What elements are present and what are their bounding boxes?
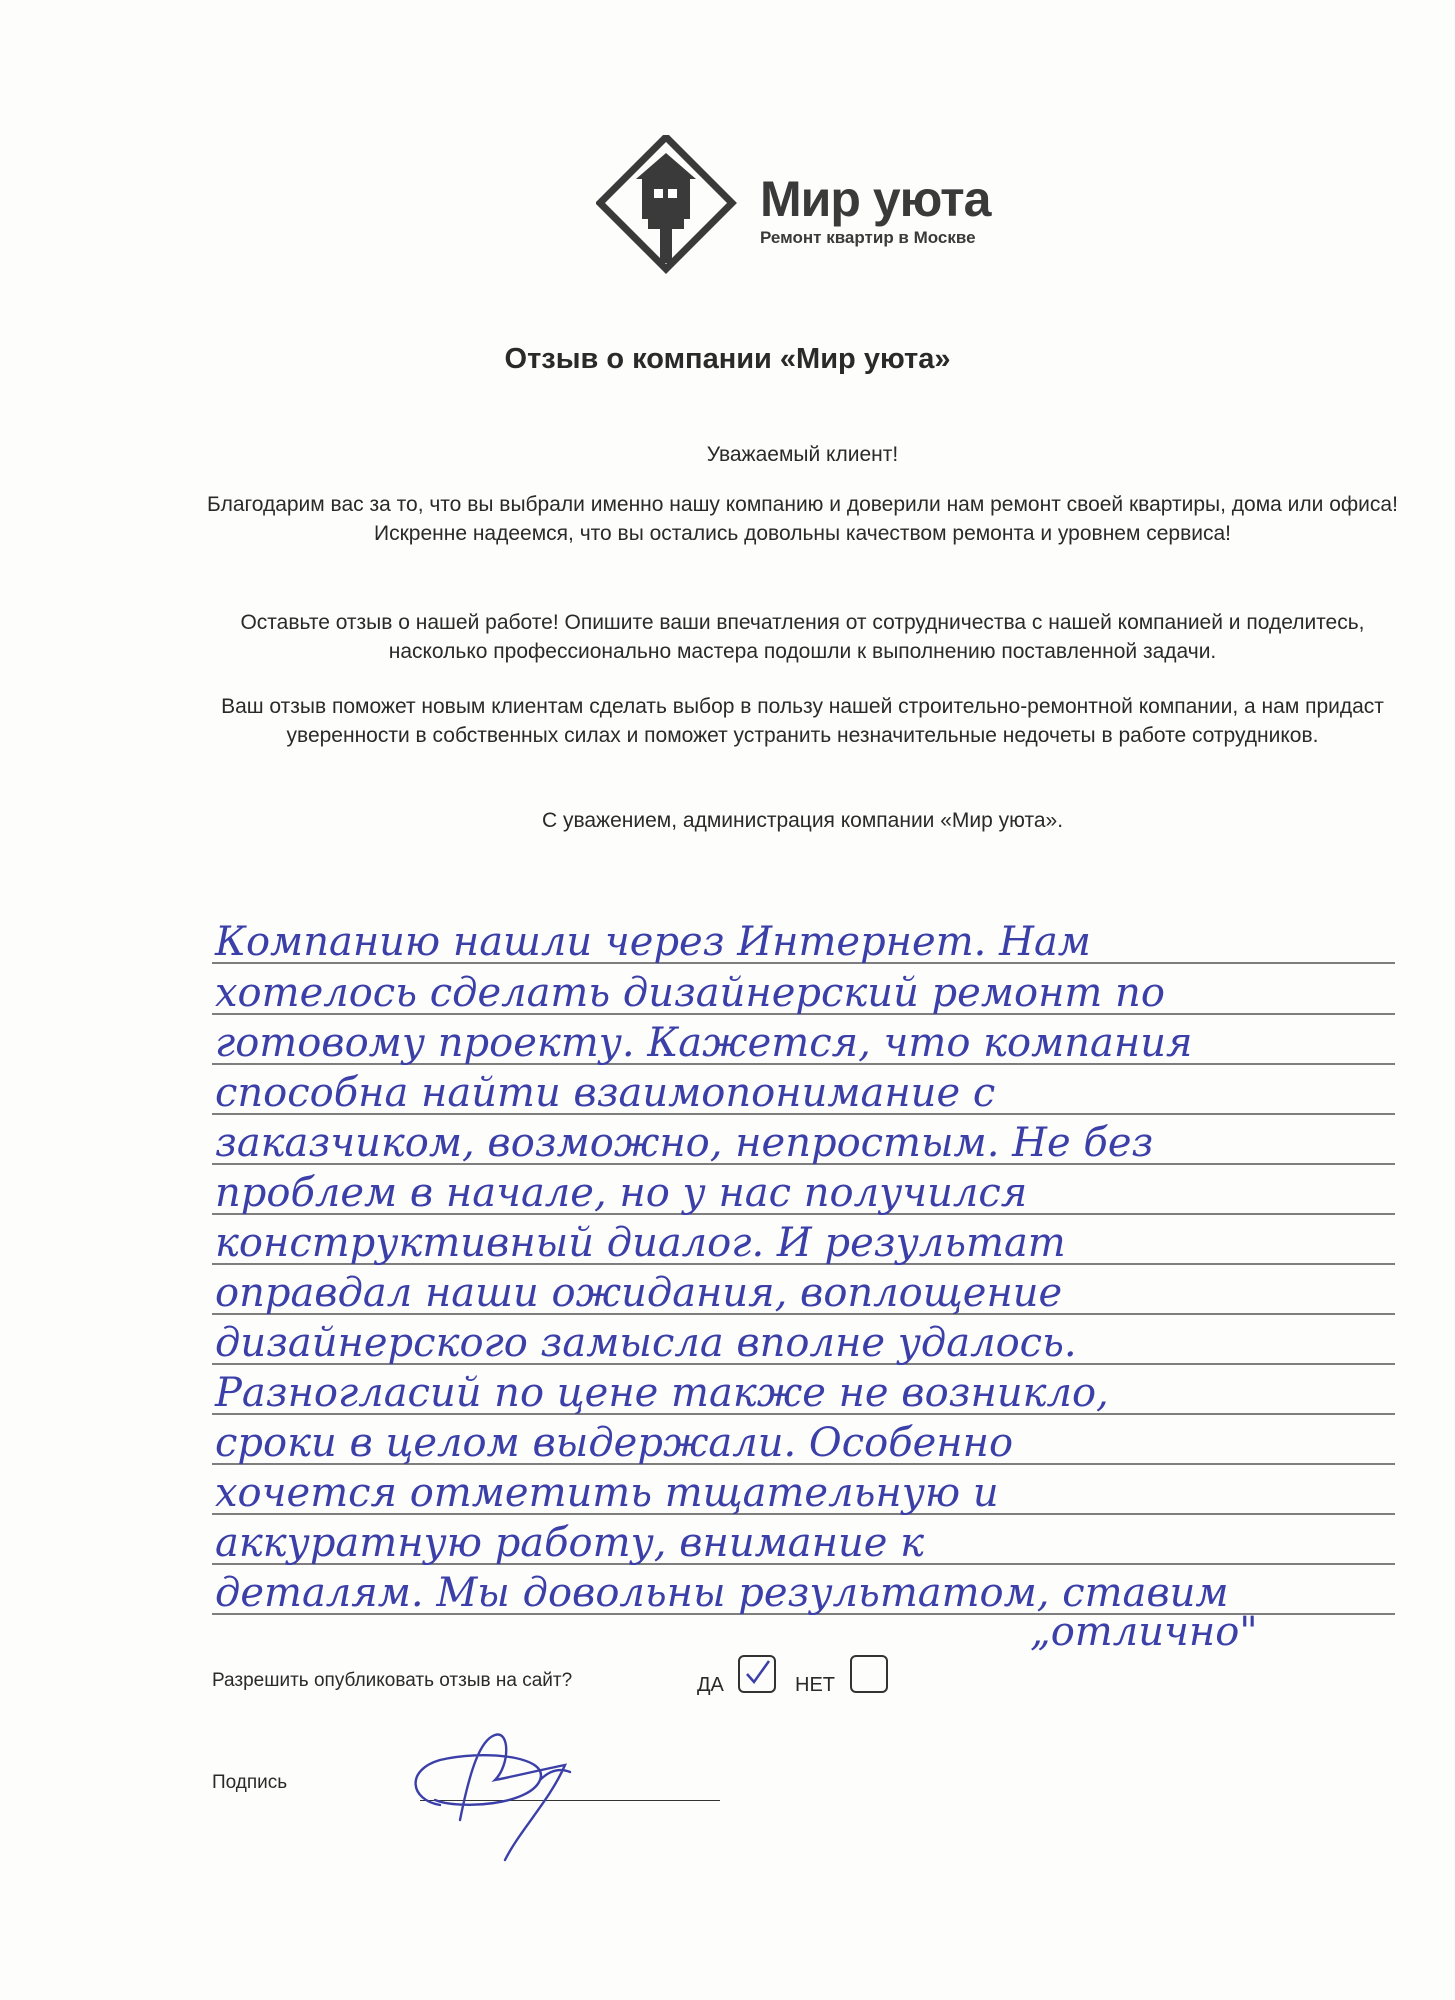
handwritten-line: „отлично" [1030,1609,1258,1655]
greeting-text: Уважаемый клиент! [706,443,899,466]
handwritten-line: конструктивный диалог. И результат [215,1220,1066,1266]
handwritten-line: хочется отметить тщательную и [215,1470,999,1516]
handwritten-line: способна найти взаимопонимание с [215,1070,996,1116]
handwritten-line: деталям. Мы довольны результатом, ставим [215,1570,1229,1616]
page-title: Отзыв о компании «Мир уюта» [504,343,951,375]
brand-tagline: Ремонт квартир в Москве [760,228,976,247]
handwritten-line: сроки в целом выдержали. Особенно [215,1420,1014,1466]
handwritten-line: хотелось сделать дизайнерский ремонт по [215,970,1165,1016]
yes-checkbox[interactable] [738,1655,776,1693]
request-paragraph: Оставьте отзыв о нашей работе! Опишите ваши впечатления от сотрудничества с нашей компанией и поделитесь, насколько профессионально мастера подошли к выполнению поставленной задачи. [240,611,1365,663]
handwritten-line: дизайнерского замысла вполне удалось. [215,1320,1077,1366]
handwritten-line: проблем в начале, но у нас получился [215,1170,1028,1216]
yes-label: ДА [697,1674,724,1696]
checkmark-icon [740,1657,774,1691]
handwritten-line: готовому проекту. Кажется, что компания [215,1020,1193,1066]
handwritten-line: оправдал наши ожидания, воплощение [215,1270,1063,1316]
signature-label: Подпись [212,1772,288,1793]
thanks-paragraph: Благодарим вас за то, что вы выбрали именно нашу компанию и доверили нам ремонт своей квартиры, дома или офиса! Искренне надеемся, что вы остались довольны качеством ремонта и уровнем сервиса! [207,493,1398,545]
handwritten-line: Разногласий по цене также не возникло, [215,1370,1109,1416]
brand-name: Мир уюта [760,171,991,227]
no-label: НЕТ [795,1674,835,1696]
publish-question: Разрешить опубликовать отзыв на сайт? [212,1670,573,1691]
benefit-paragraph: Ваш отзыв поможет новым клиентам сделать выбор в пользу нашей строительно-ремонтной компании, а нам придаст уверенности в собственных силах и поможет устранить незначительные недочеты в работе сотрудников. [221,695,1384,747]
handwritten-line: заказчиком, возможно, непростым. Не без [215,1120,1154,1166]
handwritten-line: Компанию нашли через Интернет. Нам [215,919,1091,965]
signature-image [400,1710,640,1870]
no-checkbox[interactable] [850,1655,888,1693]
closing-text: С уважением, администрация компании «Мир уюта». [541,809,1064,832]
handwritten-line: аккуратную работу, внимание к [215,1520,924,1566]
